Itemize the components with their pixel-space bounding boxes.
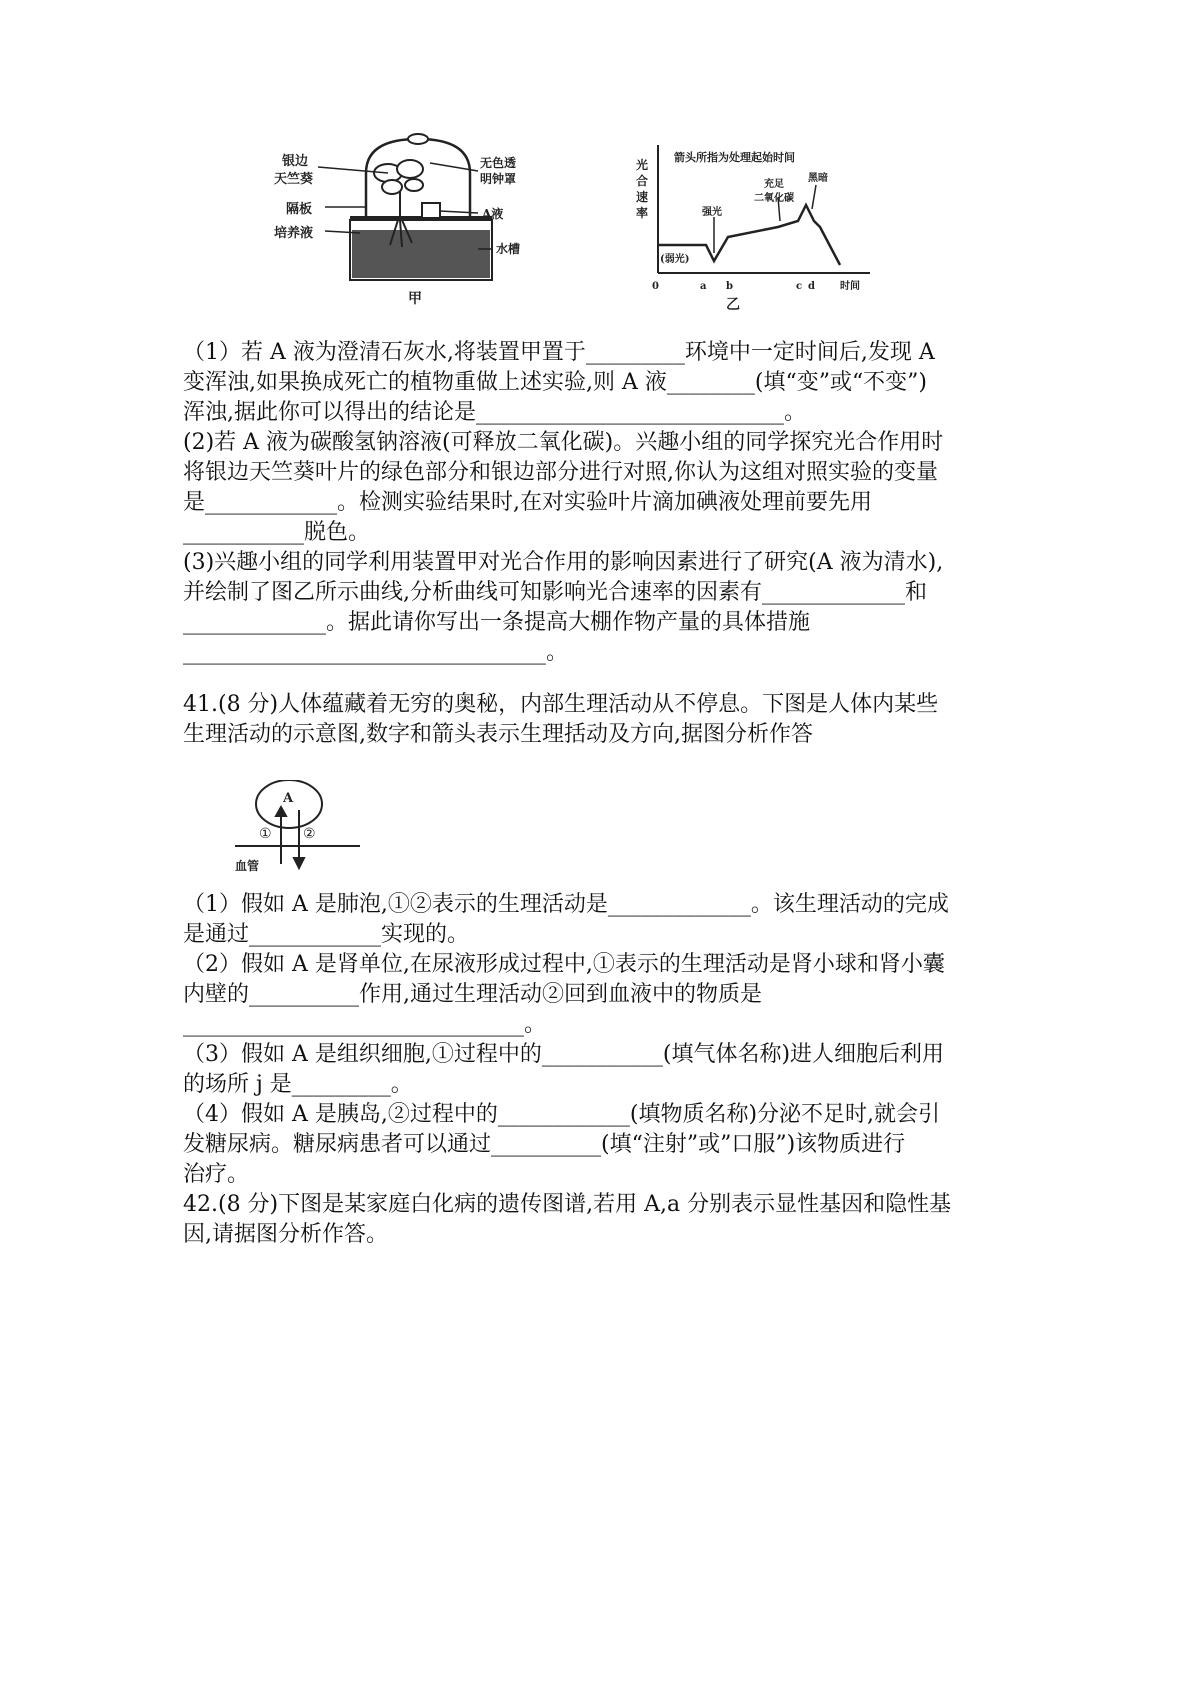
- label-liquid-a: A液: [482, 207, 504, 221]
- q41-part1-line1: （1）假如 A 是肺泡,①②表示的生理活动是_____________。该生理活动的完成: [183, 892, 949, 917]
- tick-d: d: [808, 281, 815, 292]
- q40-part1-line3: 浑浊,据此你可以得出的结论是____________________________。: [183, 400, 806, 425]
- tick-b: b: [726, 281, 733, 292]
- liquid-a-beaker: [422, 203, 440, 218]
- q42-intro-line2: 因,请据图分析作答。: [183, 1222, 388, 1247]
- arrow-2-label: ②: [303, 826, 316, 842]
- q40-part2-line2: 将银边天竺葵叶片的绿色部分和银边部分进行对照,你认为这组对照实验的变量: [183, 460, 938, 485]
- label-divider: 隔板: [286, 202, 313, 217]
- annot-dark: 黑暗: [808, 173, 828, 184]
- y-label-char-2: 合: [636, 174, 649, 188]
- q40-part2-line1: (2)若 A 液为碳酸氢钠溶液(可释放二氧化碳)。兴趣小组的同学探究光合作用时: [183, 430, 944, 455]
- q41-part3-line1: （3）假如 A 是组织细胞,①过程中的___________(填气体名称)进人细胞后利用: [183, 1042, 945, 1067]
- y-label-char-4: 率: [636, 206, 649, 220]
- caption-yi: 乙: [726, 297, 740, 313]
- structure-a-label: A: [283, 791, 294, 806]
- q41-part2-line2: 内壁的__________作用,通过生理活动②回到血液中的物质是: [183, 982, 762, 1007]
- figure-curve-yi: [630, 125, 930, 315]
- q41-intro-line1: 41.(8 分)人体蕴藏着无穷的奥秘，内部生理活动从不停息。下图是人体内某些: [183, 692, 939, 717]
- arrow-1-label: ①: [259, 826, 272, 842]
- question-40-text: [183, 338, 1063, 668]
- culture-medium: [352, 230, 490, 278]
- figure-apparatus-jia: [270, 125, 570, 310]
- question-41-parts: [183, 890, 1063, 1190]
- tick-origin: 0: [652, 281, 659, 292]
- y-label-char-3: 速: [636, 190, 649, 204]
- q40-part3-line2: 并绘制了图乙所示曲线,分析曲线可知影响光合速率的因素有_____________和: [183, 580, 927, 605]
- arrow-2-head: [294, 858, 304, 868]
- label-plant-line2: 天竺葵: [274, 172, 314, 187]
- y-label-char-1: 光: [636, 158, 649, 172]
- annot-co2-line2: 二氧化碳: [754, 193, 794, 204]
- tick-c: c: [796, 281, 803, 292]
- annot-strong-light: 强光: [702, 207, 722, 218]
- q41-part3-line2: 的场所 j 是_________。: [183, 1072, 413, 1097]
- q41-intro-line2: 生理活动的示意图,数字和箭头表示生理括动及方向,据图分析作答: [183, 722, 813, 747]
- q41-part1-line2: 是通过____________实现的。: [183, 922, 470, 947]
- q41-part4-line3: 治疗。: [183, 1162, 250, 1187]
- question-41-intro: [183, 690, 1063, 750]
- label-medium: 培养液: [274, 226, 314, 241]
- q41-part2-line1: （2）假如 A 是肾单位,在尿液形成过程中,①表示的生理活动是肾小球和肾小囊: [183, 952, 945, 977]
- label-bell-line1: 无色透: [480, 156, 517, 170]
- q40-part2-line4: ___________脱色。: [183, 520, 371, 545]
- q40-part1-line2: 变浑浊,如果换成死亡的植物重做上述实验,则 A 液________(填“变”或“不变”): [183, 370, 928, 395]
- q41-part4-line1: （4）假如 A 是胰岛,②过程中的____________(填物质名称)分泌不足时,就会引: [183, 1102, 941, 1127]
- label-tank: 水槽: [496, 242, 521, 256]
- figure-exchange-diagram: [235, 780, 385, 880]
- annot-weak-light: (弱光): [660, 254, 690, 265]
- q40-part3-line4: _________________________________。: [183, 640, 569, 665]
- annot-co2-line1: 充足: [764, 179, 784, 190]
- q42-intro-line1: 42.(8 分)下图是某家庭白化病的遗传图谱,若用 A,a 分别表示显性基因和隐性基: [183, 1192, 952, 1217]
- blood-vessel-label: 血管: [235, 859, 260, 873]
- label-plant-line1: 银边: [282, 154, 309, 169]
- q40-part1-line1: （1）若 A 液为澄清石灰水,将装置甲置于_________环境中一定时间后,发现 A: [183, 340, 935, 365]
- arrow-1-head: [276, 807, 286, 816]
- q41-part4-line2: 发糖尿病。糖尿病患者可以通过__________(填“注射”或”口服”)该物质进行: [183, 1132, 906, 1157]
- tick-a: a: [700, 281, 707, 292]
- question-42-intro: [183, 1190, 1063, 1250]
- q41-part2-line3: _______________________________。: [183, 1012, 547, 1037]
- x-axis-label: 时间: [840, 281, 860, 292]
- curve-title: 箭头所指为处理起始时间: [674, 151, 795, 164]
- caption-jia: 甲: [408, 291, 422, 307]
- bell-jar-knob: [408, 134, 428, 144]
- label-bell-line2: 明钟罩: [480, 172, 517, 186]
- q40-part2-line3: 是____________。检测实验结果时,在对实验叶片滴加碘液处理前要先用: [183, 490, 872, 515]
- q40-part3-line3: _____________。据此请你写出一条提高大棚作物产量的具体措施: [183, 610, 811, 635]
- q40-part3-line1: (3)兴趣小组的同学利用装置甲对光合作用的影响因素进行了研究(A 液为清水),: [183, 550, 944, 575]
